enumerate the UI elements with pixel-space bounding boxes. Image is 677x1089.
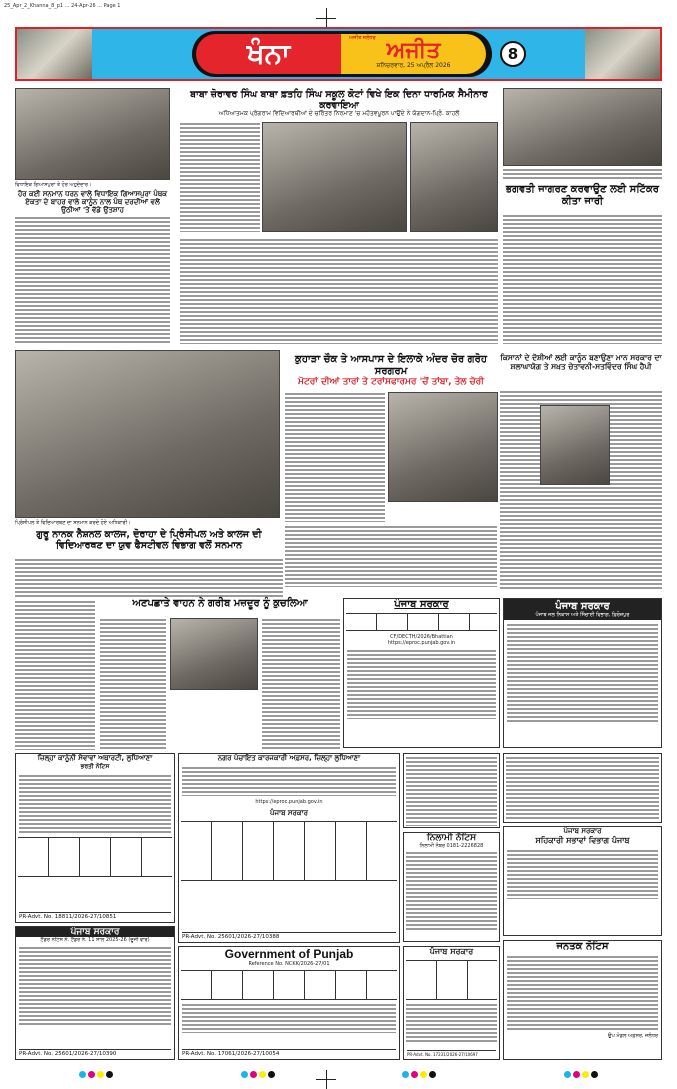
ad-auction-notice [403, 832, 500, 942]
ad-public-notice [503, 940, 662, 1060]
ad-body [406, 756, 497, 826]
masthead-photo-left [17, 29, 92, 79]
cmyk-dots [78, 1063, 114, 1071]
brand-name: ਅਜੀਤ [386, 38, 441, 63]
ad-body [507, 623, 658, 723]
main-body [180, 122, 260, 232]
ad-title: ਜ਼ਿਲ੍ਹਾ ਕਾਨੂੰਨੀ ਸੇਵਾਵਾਂ ਅਥਾਰਟੀ, ਲੁਧਿਆਣਾ [37, 754, 153, 762]
brand-block [341, 34, 486, 74]
ad-nagar-panchayat [178, 753, 400, 943]
ad-signer: ਉਪ ਮੰਡਲ ਅਫ਼ਸਰ, ਜਲੰਧਰ [607, 1033, 658, 1039]
ad-table [181, 970, 397, 1000]
farmers-portrait [540, 405, 610, 485]
ad-body [406, 851, 497, 931]
ad-government-of-punjab [178, 946, 400, 1060]
college-photo [15, 350, 280, 518]
ad-small-2 [503, 753, 662, 823]
ad-pr-number: PR-Advt. No. 18811/2026-27/10851 [19, 912, 171, 920]
college-body-2 [15, 600, 95, 750]
left-photo-grid [15, 88, 170, 180]
ad-table [346, 613, 497, 631]
logo [192, 31, 492, 77]
ad-title: ਜਨਤਕ ਨੋਟਿਸ [556, 941, 609, 952]
ad-punjab-sarkar-2 [503, 598, 662, 748]
accident-headline: ਅਣਪਛਾਤੇ ਵਾਹਨ ਨੇ ਗਰੀਬ ਮਜ਼ਦੂਰ ਨੂੰ ਕੁਚਲਿਆ [132, 598, 308, 609]
cmyk-dots [563, 1063, 599, 1071]
ad-title: Government of Punjab [224, 947, 354, 961]
ad-pr-number: PR-Advt. No. 17231/2026-27/10697 [407, 1050, 496, 1057]
ad-small [403, 753, 500, 828]
left-body [15, 216, 170, 344]
college-body [15, 558, 283, 598]
accident-photo [170, 618, 258, 690]
ad-body [406, 1003, 497, 1043]
cmyk-dots [401, 1063, 437, 1071]
ad-subtitle: ਨਿਲਾਮੀ ਨੰਬਰ 0181-2226828 [419, 843, 484, 849]
ad-table [181, 821, 397, 881]
ad-body [347, 649, 496, 719]
college-headline: ਗੁਰੂ ਨਾਨਕ ਨੈਸ਼ਨਲ ਕਾਲਜ, ਦੋਰਾਹਾ ਦੇ ਪ੍ਰਿੰਸੀਪਲ ਅਤੇ ਕਾਲਜ ਦੀ ਵਿਦਿਆਰਥਣ ਦਾ ਯੁਵ ਫੈਸਟੀਵਲ ਵਿਭਾਗ ਵਲੋਂ ਸਨਮਾਨ [36, 529, 262, 551]
theft-body-2 [285, 525, 497, 587]
ad-text: CF/DECTH/2026/Bhattian [390, 634, 453, 640]
ad-title: ਨਿਲਾਮੀ ਨੋਟਿਸ [426, 833, 477, 843]
ad-subtitle: ਸਹਿਕਾਰੀ ਸਭਾਵਾਂ ਵਿਭਾਗ ਪੰਜਾਬ [535, 836, 630, 845]
theft-body [285, 392, 385, 522]
issue-date: ਸ਼ਨਿਚਰਵਾਰ, 25 ਅਪ੍ਰੈਲ 2026 [376, 62, 451, 69]
page-number: 8 [500, 41, 526, 67]
ad-body [506, 756, 659, 820]
ad-tender [15, 926, 175, 1060]
crop-mark [316, 1079, 336, 1080]
ad-cooperative [503, 826, 662, 936]
right-headline: ਭਗਵਤੀ ਜਾਗਰਣ ਕਰਵਾਉਣ ਲਈ ਸਟਿੱਕਰ ਕੀਤਾ ਜਾਰੀ [506, 184, 659, 207]
ad-body [19, 774, 171, 834]
college-caption: ਪ੍ਰਿੰਸੀਪਲ ਤੇ ਵਿਦਿਆਰਥਣ ਦਾ ਸਨਮਾਨ ਕਰਦੇ ਹੋਏ ਅਧਿਕਾਰੀ। [15, 520, 131, 526]
ad-body [507, 849, 658, 899]
ad-subtitle: ਪੰਜਾਬ ਜਲ ਨਿਕਾਸ ਅਤੇ ਸਿੰਚਾਈ ਵਿਭਾਗ, ਫ਼ਿਰੋਜ਼ਪੁਰ [535, 612, 630, 618]
cmyk-dots [240, 1063, 276, 1071]
accident-body [100, 618, 166, 750]
ad-punjab-sarkar-3 [403, 946, 500, 1060]
city-name: ਖੰਨਾ [196, 34, 341, 74]
ad-title: ਪੰਜਾਬ ਸਰਕਾਰ [555, 601, 610, 612]
ad-title: ਪੰਜਾਬ ਸਰਕਾਰ [16, 927, 174, 937]
main-body-2 [180, 238, 498, 344]
left-headline: ਹੋਰ ਕਈ ਸਨਮਾਨ ਧਰਨ ਵਾਲੇ ਵਿਧਾਇਕ ਗਿਆਸਪੁਰਾ ਪੰਥਕ ਏਕਤਾ ਦੇ ਬਾਹਰ ਵਾਲੇ ਕਾਨੂੰਨ ਨਾਲ ਪੰਥ ਦਰਦੀਆਂ ਵਲੋਂ ਉਠੀਆਂ 'ਤੇ ਵੱਡੇ ਉਤਸ਼ਾਹ [17, 190, 168, 215]
ad-body [182, 766, 396, 796]
ad-pr-number: PR-Advt. No. 25601/2026-27/10388 [182, 932, 396, 940]
main-photo-1 [262, 122, 407, 232]
ad-punjab-sarkar-1 [343, 598, 500, 748]
ad-legal-services [15, 753, 175, 923]
ad-pr-number: PR-Advt. No. 25601/2026-27/10390 [19, 1049, 171, 1057]
masthead-photo-right [585, 29, 660, 79]
brand-tag: ਅਜੀਤ ਜਲੰਧਰ [349, 35, 376, 41]
print-slug: 25_Apr_2_Khanna_8_p1 ... 24-Apr-26 ... Page 1 [4, 3, 121, 9]
ad-body [182, 1003, 396, 1033]
ad-table [406, 960, 497, 1000]
left-caption: ਵਿਧਾਇਕ ਗਿਆਸਪੁਰਾ ਤੇ ਹੋਰ ਅਹੁਦੇਦਾਰ। [15, 182, 92, 188]
farmers-headline: ਕਿਸਾਨਾਂ ਦੇ ਦੋਸ਼ੀਆਂ ਲਈ ਕਾਨੂੰਨ ਬਣਾਉਣਾ ਮਾਨ ਸਰਕਾਰ ਦਾ ਸ਼ਲਾਘਾਯੋਗ ਤੇ ਸਖ਼ਤ ਚੇਤਾਵਨੀ-ਸਤਵਿੰਦਰ ਸਿੰਘ ਹੈਪੀ [500, 353, 662, 371]
ad-url[interactable]: https://eproc.punjab.gov.in [387, 640, 456, 646]
right-caption [503, 168, 662, 180]
ad-subtitle: ਟੈਂਡਰ ਨੋਟਿਸ ਨੰ. ਟੈਂਡਰ ਨੰ. 11 ਸਾਲ 2025-26 (ਦੂਜੀ ਵਾਰ) [40, 937, 150, 943]
main-subheadline: ਅਧਿਆਤਮਕ ਪ੍ਰੋਗਰਾਮ ਵਿਦਿਆਰਥੀਆਂ ਦੇ ਚਰਿੱਤਰ ਨਿਰਮਾਣ 'ਚ ਮਹੱਤਵਪੂਰਨ ਪਾਉਂਦੇ ਨੇ ਯੋਗਦਾਨ-ਪ੍ਰਿੰ. ਕਾਹਲੋਂ [218, 110, 460, 117]
ad-title: ਪੰਜਾਬ ਸਰਕਾਰ [563, 827, 602, 835]
theft-subheadline: ਮੋਟਰਾਂ ਦੀਆਂ ਤਾਰਾਂ ਤੇ ਟਰਾਂਸਫਾਰਮਰ 'ਚੋਂ ਤਾਂਬਾ, ਤੇਲ ਚੋਰੀ [298, 377, 484, 387]
ad-body [507, 955, 658, 1030]
ad-table [18, 837, 172, 877]
ad-reference: Reference No. NCKK/2026-27/01 [248, 961, 330, 967]
ad-pr-number: PR-Advt. No. 17061/2026-27/10054 [182, 1049, 396, 1057]
accident-body-2 [262, 618, 340, 750]
main-headline: ਬਾਬਾ ਜ਼ੋਰਾਵਰ ਸਿੰਘ ਬਾਬਾ ਫ਼ਤਹਿ ਸਿੰਘ ਸਕੂਲ ਕੋਟਾਂ ਵਿਖੇ ਇਕ ਦਿਨਾ ਧਾਰਮਿਕ ਸੈਮੀਨਾਰ ਕਰਵਾਇਆ [190, 89, 488, 111]
ad-title-2: ਪੰਜਾਬ ਸਰਕਾਰ [269, 809, 308, 817]
right-body [503, 214, 662, 344]
theft-headline: ਕੁਹਾੜਾ ਚੌਕ ਤੇ ਆਸਪਾਸ ਦੇ ਇਲਾਕੇ ਅੰਦਰ ਚੋਰ ਗਰੋਹ ਸਰਗਰਮ [295, 354, 487, 377]
theft-photo [388, 392, 498, 502]
ad-title: ਪੰਜਾਬ ਸਰਕਾਰ [429, 947, 474, 956]
ad-title: ਪੰਜਾਬ ਸਰਕਾਰ [394, 599, 449, 610]
ad-url[interactable]: https://eproc.punjab.gov.in [255, 799, 323, 805]
masthead [15, 27, 662, 81]
main-photo-2 [410, 122, 498, 232]
ad-title: ਨਗਰ ਪੰਚਾਇਤ ਕਾਰਜਕਾਰੀ ਅਫ਼ਸਰ, ਜ਼ਿਲ੍ਹਾ ਲੁਧਿਆਣਾ [217, 754, 361, 762]
ad-body [19, 946, 171, 1026]
ad-subtitle: ਭਰਤੀ ਨੋਟਿਸ [80, 763, 110, 770]
color-bar [15, 1063, 662, 1071]
crop-mark [316, 18, 336, 19]
right-photo [503, 88, 662, 166]
